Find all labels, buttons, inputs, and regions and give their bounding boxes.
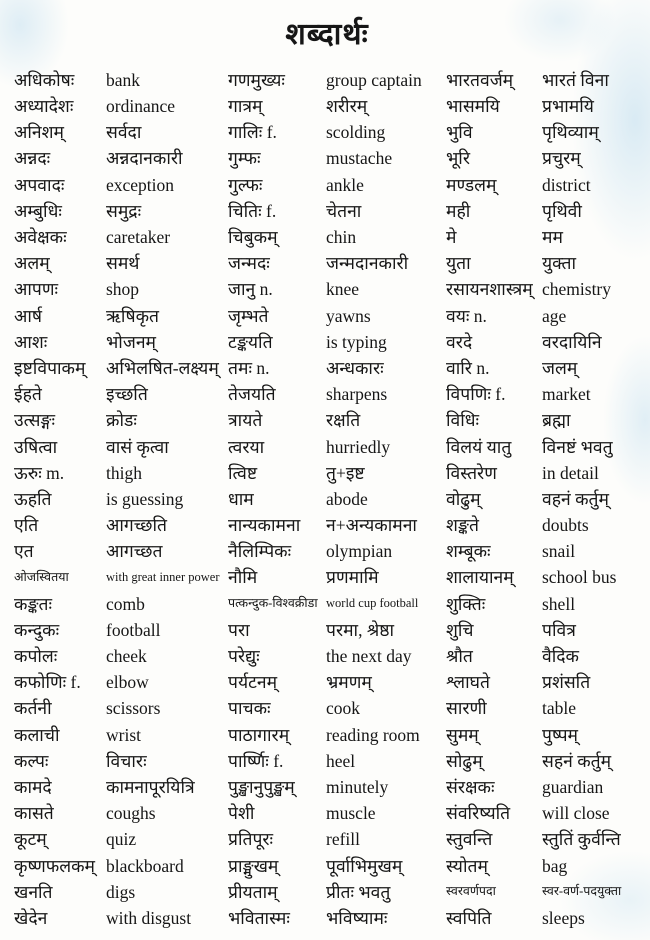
term-meaning: cook [326,698,361,719]
sanskrit-term: चितिः f. [228,200,277,221]
sanskrit-term: खेदेन [14,907,48,928]
sanskrit-term: ईहते [14,384,42,405]
term-meaning: वहनं कर्तुम् [542,488,609,509]
sanskrit-term: कासते [14,803,54,824]
sanskrit-term: अवेक्षकः [14,227,67,248]
sanskrit-term: प्रतिपूरः [228,829,274,850]
sanskrit-term: परेद्युः [228,646,260,667]
sanskrit-term: मे [446,227,457,248]
term-meaning: chemistry [542,279,612,300]
term-meaning: पृथिवी [542,200,582,221]
term-meaning: आगच्छति [106,515,167,536]
sanskrit-term: अपवादः [14,174,65,195]
sanskrit-term: कफोणिः f. [14,672,81,693]
sanskrit-term: भासमयि [446,96,500,117]
sanskrit-term: वयः n. [446,305,487,326]
term-meaning: is guessing [106,488,184,509]
term-meaning: will close [542,803,610,824]
sanskrit-term: कपोलः [14,646,58,667]
term-meaning: exception [106,174,175,195]
sanskrit-term: स्वरवर्णपदा [446,884,496,899]
sanskrit-term: उत्सङ्गः [14,410,56,431]
term-meaning: yawns [326,305,371,326]
sanskrit-term: संरक्षकः [446,776,495,797]
sanskrit-term: नान्यकामना [228,515,301,536]
sanskrit-term: विधिः [446,410,480,431]
sanskrit-term: पाठागारम् [228,724,290,745]
term-meaning: ordinance [106,96,175,117]
term-meaning: world cup football [326,596,419,611]
term-meaning: अन्नदानकारी [106,148,183,169]
sanskrit-term: सुमम् [446,724,479,745]
term-meaning: snail [542,541,576,562]
term-meaning: quiz [106,829,137,850]
sanskrit-term: शम्बूकः [446,541,491,562]
sanskrit-term: आपणः [14,279,59,300]
sanskrit-term: ऊहति [14,488,52,509]
term-meaning: पुष्पम् [542,724,578,745]
term-meaning: sharpens [326,384,388,405]
term-meaning: muscle [326,803,376,824]
term-meaning: जलम् [542,357,578,378]
term-meaning: भविष्यामः [326,907,388,928]
term-meaning: प्रभामयि [542,96,594,117]
term-meaning: is typing [326,331,387,352]
term-meaning: knee [326,279,360,300]
sanskrit-term: गालिः f. [228,122,277,143]
sanskrit-term: आर्ष [14,305,42,326]
sanskrit-term: स्योतम् [446,855,488,876]
term-meaning: समर्थ [106,253,140,274]
sanskrit-term: प्रीयताम् [228,881,278,902]
sanskrit-term: भुवि [446,122,473,143]
term-meaning: तु+इष्ट [326,462,365,483]
term-meaning: इच्छति [106,384,148,405]
term-meaning: bag [542,855,568,876]
page-title: शब्दार्थः [285,18,369,51]
sanskrit-term: आशः [14,331,48,352]
sanskrit-term: पार्ष्णिः f. [228,750,284,771]
sanskrit-term: श्रौत [446,646,473,667]
term-meaning: scissors [106,698,161,719]
sanskrit-term: विपणिः f. [446,384,506,405]
sanskrit-term: कङ्कतः [14,593,53,614]
sanskrit-term: टङ्कयति [228,331,273,352]
term-meaning: सर्वदा [106,122,142,143]
term-meaning: digs [106,881,136,902]
term-meaning: comb [106,593,145,614]
term-meaning: wrist [106,724,141,745]
term-meaning: भ्रमणम् [326,672,372,693]
term-meaning: football [106,619,161,640]
sanskrit-term: त्विष्ट [228,462,258,483]
sanskrit-term: अधिकोषः [14,69,75,90]
sanskrit-term: एति [14,515,39,536]
term-meaning: प्रणमामि [326,567,379,588]
sanskrit-term: मण्डलम् [446,174,497,195]
sanskrit-term: संवरिष्यति [446,803,511,824]
sanskrit-term: मही [446,200,471,221]
term-meaning: bank [106,69,141,90]
sanskrit-term: गणमुख्यः [228,69,285,90]
sanskrit-term: शुचि [446,619,474,640]
sanskrit-term: पाचकः [228,698,271,719]
sanskrit-term: शङ्कते [446,515,479,536]
sanskrit-term: त्रायते [228,410,263,431]
sanskrit-term: कृष्णफलकम् [14,855,95,876]
term-meaning: पूर्वाभिमुखम् [326,855,403,876]
term-meaning: caretaker [106,227,171,248]
term-meaning: भोजनम् [106,331,156,352]
term-meaning: minutely [326,776,389,797]
sanskrit-term: उषित्वा [14,436,58,457]
term-meaning: न+अन्यकामना [326,515,417,536]
sanskrit-term: सोढुम् [446,750,483,771]
sanskrit-term: अलम् [14,253,50,274]
term-meaning: प्रचुरम् [542,148,581,169]
term-meaning: guardian [542,776,604,797]
term-meaning: ऋषिकृत [106,305,159,326]
sanskrit-term: विस्तरेण [446,462,497,483]
sanskrit-term: पेशी [228,803,255,824]
sanskrit-term: सारणी [446,698,487,719]
term-meaning: olympian [326,541,393,562]
term-meaning: refill [326,829,361,850]
term-meaning: heel [326,750,356,771]
term-meaning: सहनं कर्तुम् [542,750,612,771]
sanskrit-term: रसायनशास्त्रम् [446,279,533,300]
term-meaning: chin [326,227,357,248]
term-meaning: with disgust [106,907,192,928]
sanskrit-term: तेजयति [228,384,276,405]
term-meaning: abode [326,488,368,509]
term-meaning: अभिलषित-लक्ष्यम् [106,357,219,378]
sanskrit-term: वरदे [446,331,473,352]
sanskrit-term: युता [446,253,471,274]
sanskrit-term: पर्यटनम् [228,672,278,693]
term-meaning: वासं कृत्वा [106,436,169,457]
sanskrit-term: कामदे [14,776,52,797]
sanskrit-term: अम्बुधिः [14,200,62,221]
term-meaning: स्वर-वर्ण-पदयुक्ता [542,884,622,899]
term-meaning: भारतं विना [542,69,609,90]
sanskrit-term: पुङ्खानुपुङ्खम् [228,776,295,797]
term-meaning: वरदायिनि [542,331,602,352]
term-meaning: blackboard [106,855,184,876]
term-meaning: वैदिक [542,646,579,667]
term-meaning: table [542,698,577,719]
sanskrit-term: स्वपिति [446,907,492,928]
sanskrit-term: कर्तनी [14,698,52,719]
sanskrit-term: शालायानम् [446,567,514,588]
sanskrit-term: अध्यादेशः [14,96,74,117]
term-meaning: युक्ता [542,253,577,274]
term-meaning: पवित्र [542,619,576,640]
sanskrit-term: श्लाघते [446,672,490,693]
term-meaning: shell [542,593,576,614]
term-meaning: अन्धकारः [326,357,384,378]
sanskrit-term: गात्रम् [228,96,263,117]
term-meaning: hurriedly [326,436,391,457]
sanskrit-term: परा [228,619,250,640]
sanskrit-term: भवितास्मः [228,907,290,928]
term-meaning: प्रीतः भवतु [326,881,391,902]
sanskrit-term: इष्टविपाकम् [14,357,86,378]
term-meaning: शरीरम् [326,96,368,117]
term-meaning: elbow [106,672,149,693]
term-meaning: रक्षति [326,410,361,431]
term-meaning: कामनापूरयित्रि [106,776,195,797]
term-meaning: district [542,174,591,195]
term-meaning: shop [106,279,140,300]
term-meaning: प्रशंसति [542,672,591,693]
term-meaning: ankle [326,174,364,195]
term-meaning: चेतना [326,200,362,221]
sanskrit-term: शुक्तिः [446,593,486,614]
sanskrit-term: ओजस्वितया [14,570,69,585]
term-meaning: समुद्रः [106,200,142,221]
term-meaning: स्तुतिं कुर्वन्ति [542,829,621,850]
sanskrit-term: गुम्फः [228,148,261,169]
term-meaning: mustache [326,148,393,169]
term-meaning: scolding [326,122,386,143]
sanskrit-term: विलयं यातु [446,436,512,457]
term-meaning: क्रोडः [106,410,137,431]
sanskrit-term: जन्मदः [228,253,270,274]
term-meaning: in detail [542,462,599,483]
sanskrit-term: धाम [228,488,254,509]
sanskrit-term: पत्कन्दुक-विश्वक्रीडा [228,596,318,611]
term-meaning: cheek [106,646,147,667]
term-meaning: पृथिव्याम् [542,122,599,143]
sanskrit-term: भारतवर्जम् [446,69,514,90]
sanskrit-term: प्राङ्मुखम् [228,855,279,876]
sanskrit-term: भूरि [446,148,470,169]
term-meaning: जन्मदानकारी [326,253,409,274]
term-meaning: आगच्छत [106,541,163,562]
term-meaning: मम [542,227,563,248]
sanskrit-term: वोढुम् [446,488,481,509]
sanskrit-term: नौमि [228,567,258,588]
sanskrit-term: कल्पः [14,750,49,771]
term-meaning: परमा, श्रेष्ठा [326,619,395,640]
term-meaning: thigh [106,462,142,483]
term-meaning: group captain [326,69,422,90]
vocab-grid [10,67,644,931]
sanskrit-term: खनति [14,881,53,902]
sanskrit-term: त्वरया [228,436,265,457]
term-meaning: the next day [326,646,412,667]
sanskrit-term: कलाची [14,724,60,745]
term-meaning: विनष्टं भवतु [542,436,613,457]
sanskrit-term: ऊरुः m. [14,462,65,483]
term-meaning: reading room [326,724,420,745]
term-meaning: doubts [542,515,589,536]
term-meaning: sleeps [542,907,585,928]
term-meaning: ब्रह्मा [542,410,571,431]
sanskrit-term: वारि n. [446,357,490,378]
term-meaning: school bus [542,567,617,588]
term-meaning: विचारः [106,750,147,771]
sanskrit-term: जृम्भते [228,305,269,326]
sanskrit-term: अनिशम् [14,122,64,143]
term-meaning: market [542,384,591,405]
sanskrit-term: जानु n. [228,279,273,300]
sanskrit-term: गुल्फः [228,174,263,195]
sanskrit-term: चिबुकम् [228,227,278,248]
sanskrit-term: कन्दुकः [14,619,60,640]
sanskrit-term: अन्नदः [14,148,51,169]
term-meaning: with great inner power [106,570,220,585]
term-meaning: coughs [106,803,156,824]
term-meaning: age [542,305,567,326]
sanskrit-term: एत [14,541,34,562]
sanskrit-term: तमः n. [228,357,270,378]
sanskrit-term: नैलिम्पिकः [228,541,292,562]
sanskrit-term: कूटम् [14,829,47,850]
sanskrit-term: स्तुवन्ति [446,829,493,850]
